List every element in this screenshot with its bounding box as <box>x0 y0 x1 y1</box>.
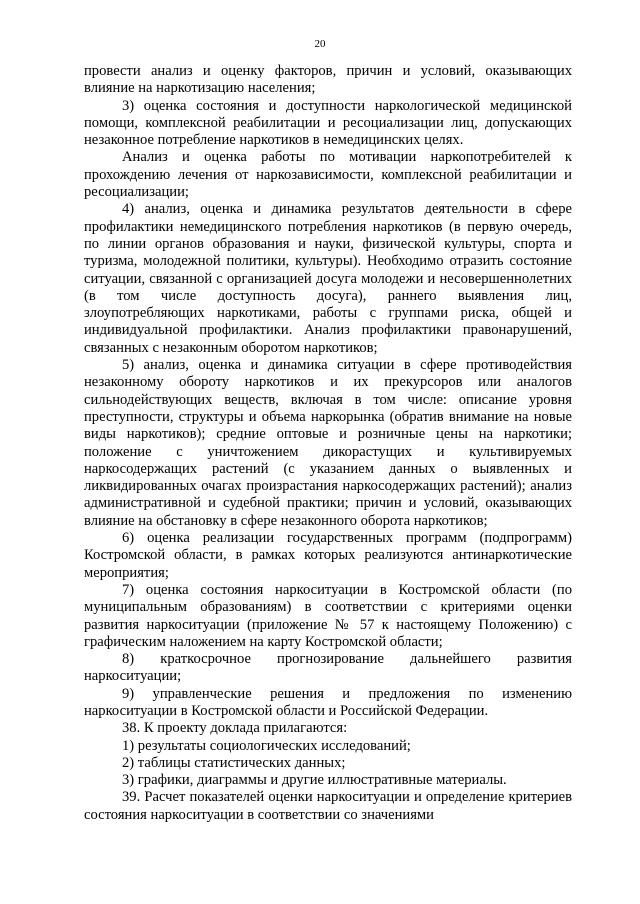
page-number: 20 <box>314 38 326 50</box>
paragraph: 7) оценка состояния наркоситуации в Костромской области (по муниципальным образованиям) в соответствии с критериями оценки развития наркоситуации (приложение № 57 к настоящему Положению) с графическим наложением на карту Костромской области; <box>84 581 572 650</box>
paragraph: 5) анализ, оценка и динамика ситуации в сфере противодействия незаконному обороту наркотиков и их прекурсоров или аналогов сильнодействующих веществ, включая в том числе: описание уровня преступности, структуры и объема наркорынка (обратив внимание на новые виды наркотиков); средние оптовые и розничные цены на наркотики; положение с уничтожением дикорастущих и культивируемых наркосодержащих растений (с указанием данных о выявленных и ликвидированных очагах произрастания наркосодержащих растений); анализ административной и судебной практики; причин и условий, оказывающих влияние на обстановку в сфере незаконного оборота наркотиков; <box>84 357 572 529</box>
paragraph: 3) оценка состояния и доступности наркологической медицинской помощи, комплексной реабилитации и ресоциализации лиц, допускающих незаконное потребление наркотиков в немедицинских целях. <box>84 97 572 149</box>
paragraph: 2) таблицы статистических данных; <box>122 754 346 771</box>
paragraph: 3) графики, диаграммы и другие иллюстративные материалы. <box>122 772 507 789</box>
paragraph: 8) краткосрочное прогнозирование дальнейшего развития наркоситуации; <box>84 651 572 685</box>
paragraph: провести анализ и оценку факторов, причин и условий, оказывающих влияние на наркотизацию населения; <box>84 63 572 97</box>
paragraph: Анализ и оценка работы по мотивации наркопотребителей к прохождению лечения от наркозависимости, комплексной реабилитации и ресоциализации; <box>84 149 572 201</box>
body-text <box>84 63 572 824</box>
paragraph: 1) результаты социологических исследований; <box>122 737 411 754</box>
paragraph: 39. Расчет показателей оценки наркоситуации и определение критериев состояния наркоситуации в соответствии со значениями <box>84 789 572 823</box>
paragraph: 4) анализ, оценка и динамика результатов деятельности в сфере профилактики немедицинского потребления наркотиков (в первую очередь, по линии органов образования и науки, физической культуры, спорта и туризма, молодежной политики, культуры). Необходимо отразить состояние ситуации, связанной с организацией досуга молодежи и несовершеннолетних (в том числе доступность досуга), раннего выявления лиц, злоупотребляющих наркотиками, работы с группами риска, общей и индивидуальной профилактики. Анализ профилактики правонарушений, связанных с незаконным оборотом наркотиков; <box>84 201 572 356</box>
paragraph: 9) управленческие решения и предложения по изменению наркоситуации в Костромской области и Российской Федерации. <box>84 685 572 719</box>
paragraph: 6) оценка реализации государственных программ (подпрограмм) Костромской области, в рамках которых реализуются антинаркотические мероприятия; <box>84 530 572 581</box>
paragraph: 38. К проекту доклада прилагаются: <box>122 720 348 737</box>
